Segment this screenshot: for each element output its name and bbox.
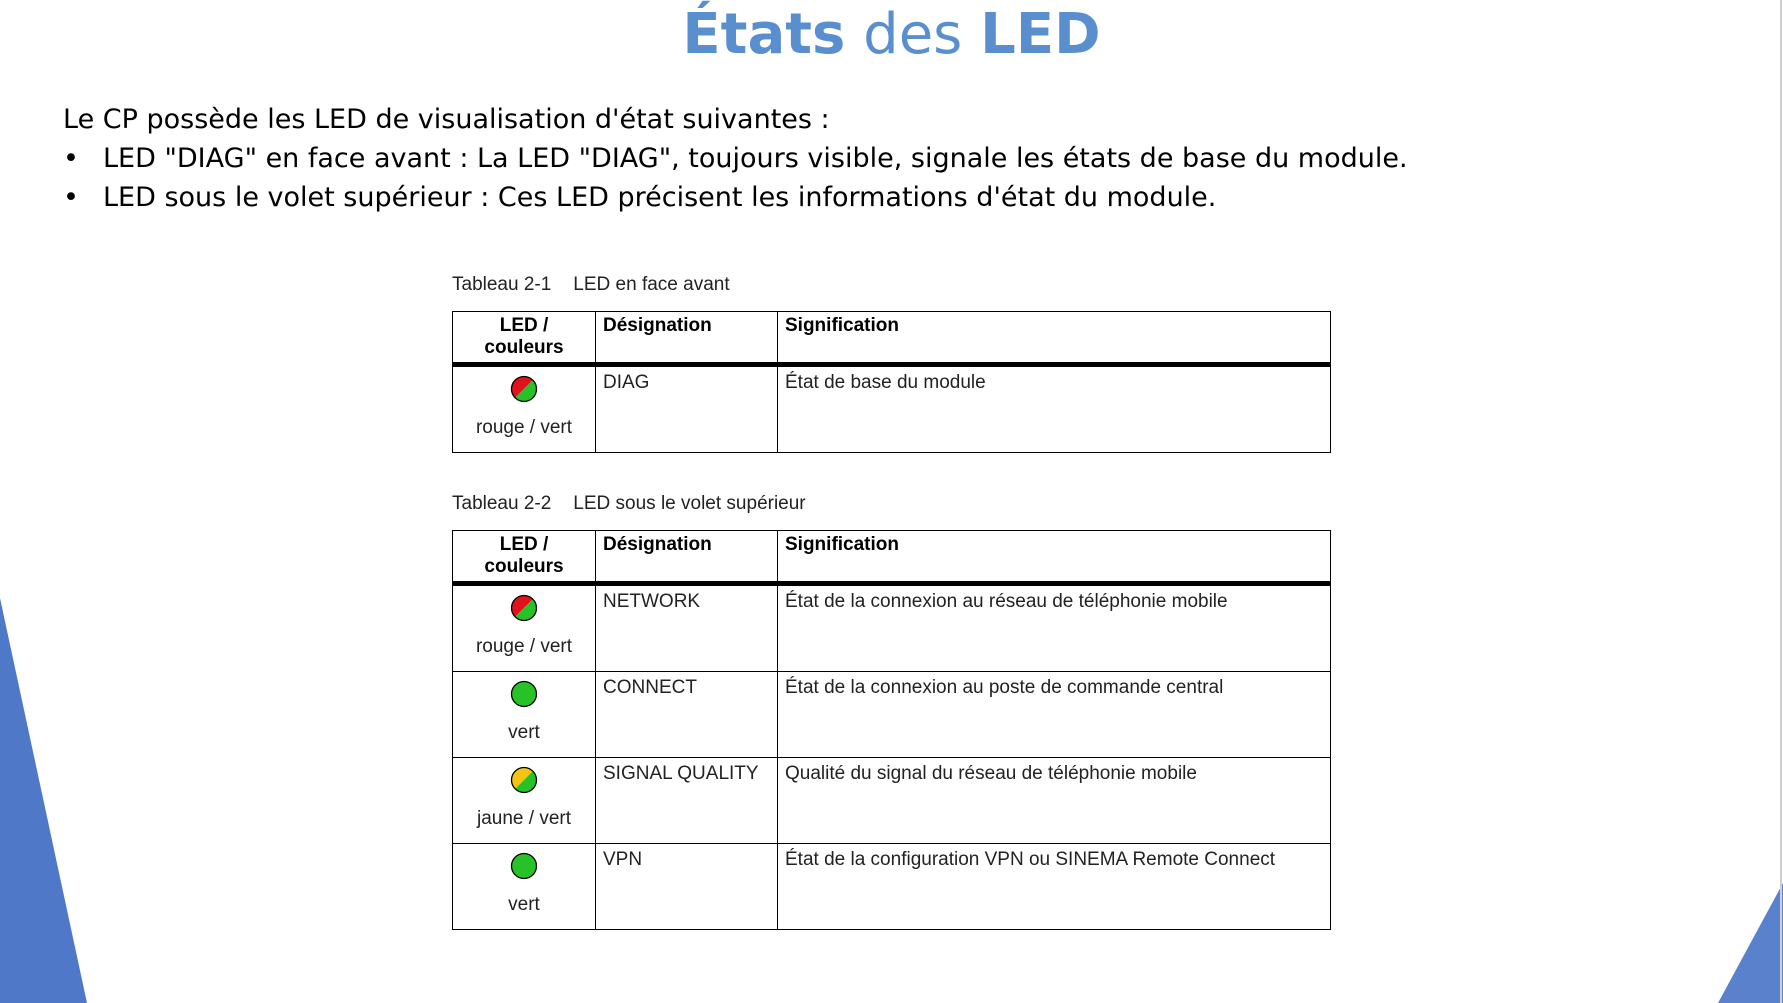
- column-header: LED / couleurs: [453, 531, 596, 584]
- led-cell: [453, 365, 596, 453]
- table-header-row: [453, 312, 1331, 365]
- intro-bullet-2: [63, 178, 1408, 217]
- led-yellow-green-icon: [510, 766, 538, 794]
- column-header: Désignation: [596, 531, 778, 584]
- led-colors: vert: [508, 894, 540, 915]
- table-row: [453, 672, 1331, 758]
- bullet-icon: •: [63, 182, 79, 213]
- led-cell: [453, 672, 596, 758]
- led-cell: [453, 844, 596, 930]
- column-header: Désignation: [596, 312, 778, 365]
- designation-cell: NETWORK: [596, 584, 778, 672]
- bullet-text: LED "DIAG" en face avant : La LED "DIAG", toujours visible, signale les états de base du module.: [103, 143, 1408, 174]
- led-red-green-icon: [510, 375, 538, 403]
- table-row: [453, 844, 1331, 930]
- table-number: Tableau 2-1: [452, 274, 552, 295]
- table-row: [453, 365, 1331, 453]
- led-cell: [453, 584, 596, 672]
- signification-cell: État de base du module: [778, 365, 1331, 453]
- title-part-2: des: [863, 2, 963, 67]
- intro-lead: Le CP possède les LED de visualisation d'état suivantes :: [63, 104, 830, 135]
- bullet-icon: •: [63, 143, 79, 174]
- designation-cell: VPN: [596, 844, 778, 930]
- bullet-text: LED sous le volet supérieur : Ces LED précisent les informations d'état du module.: [103, 182, 1217, 213]
- title-part-1: États: [682, 2, 846, 67]
- table-header-row: [453, 531, 1331, 584]
- led-red-green-icon: [510, 594, 538, 622]
- table-title: LED en face avant: [573, 274, 730, 295]
- column-header: Signification: [778, 312, 1331, 365]
- table-caption: [452, 493, 806, 515]
- intro-bullet-1: [63, 139, 1408, 178]
- designation-cell: CONNECT: [596, 672, 778, 758]
- led-colors: rouge / vert: [475, 417, 573, 438]
- designation-cell: SIGNAL QUALITY: [596, 758, 778, 844]
- led-colors: vert: [508, 722, 540, 743]
- right-corner-decoration: [1718, 883, 1783, 1003]
- table-caption: [452, 274, 730, 296]
- table-row: [453, 584, 1331, 672]
- page-title: [0, 2, 1783, 67]
- table-number: Tableau 2-2: [452, 493, 552, 514]
- designation-cell: DIAG: [596, 365, 778, 453]
- signification-cell: Qualité du signal du réseau de téléphonie mobile: [778, 758, 1331, 844]
- signification-cell: État de la configuration VPN ou SINEMA Remote Connect: [778, 844, 1331, 930]
- led-cell: [453, 758, 596, 844]
- led-green-icon: [510, 680, 538, 708]
- title-part-3: LED: [980, 2, 1101, 67]
- column-header: LED / couleurs: [453, 312, 596, 365]
- led-colors: jaune / vert: [477, 808, 571, 829]
- column-header: Signification: [778, 531, 1331, 584]
- table-title: LED sous le volet supérieur: [573, 493, 806, 514]
- signification-cell: État de la connexion au réseau de téléphonie mobile: [778, 584, 1331, 672]
- led-green-icon: [510, 852, 538, 880]
- intro-text: [63, 100, 1408, 217]
- led-table-front: [452, 311, 1331, 453]
- led-table-top-cover: [452, 530, 1331, 930]
- table-row: [453, 758, 1331, 844]
- led-colors: rouge / vert: [475, 636, 573, 657]
- signification-cell: État de la connexion au poste de commande central: [778, 672, 1331, 758]
